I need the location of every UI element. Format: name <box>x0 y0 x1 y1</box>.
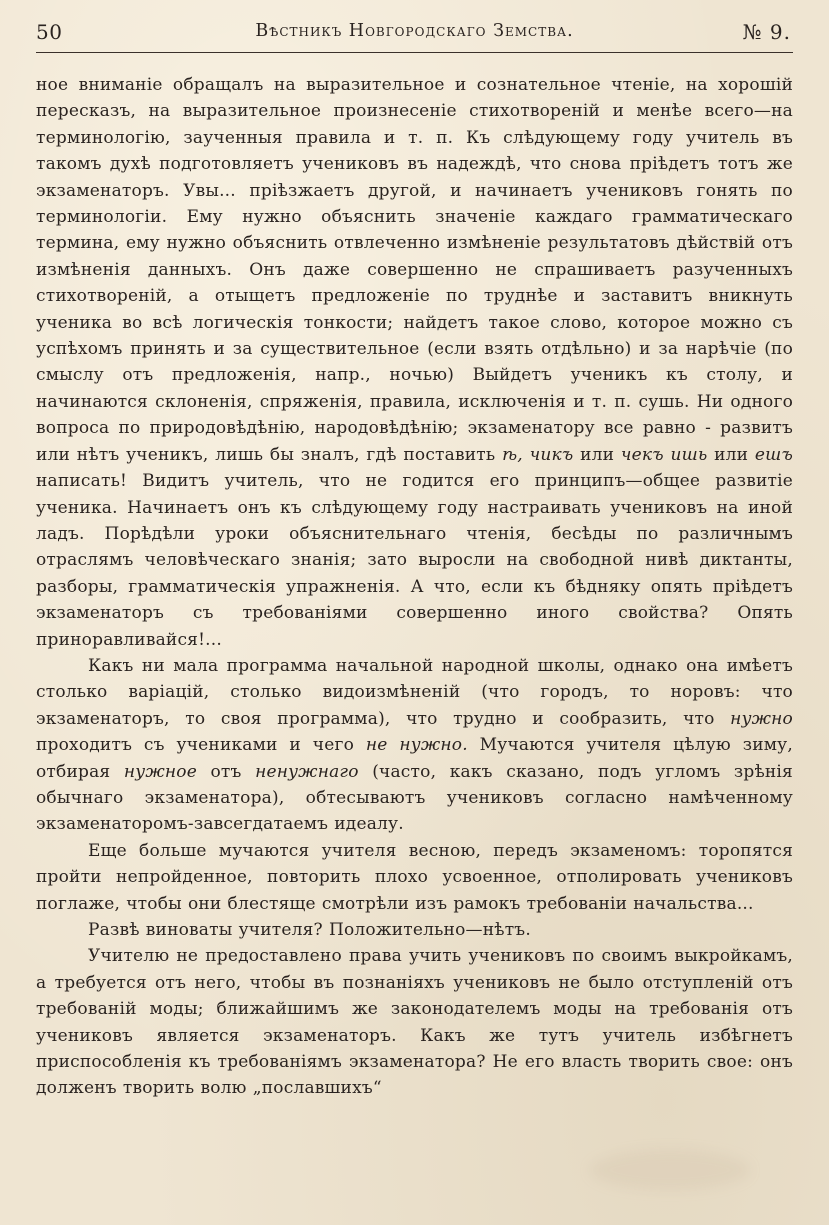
text-run: или <box>707 444 755 465</box>
text-run: написать! Видитъ учитель, что не годится его принципъ—общее развитіе ученика. Начинаетъ онъ къ слѣдующему году настраивать учениковъ на иной ладъ. Порѣдѣли уроки объяснительнаго чтенія, бесѣды по различнымъ отраслямъ человѣческаго знанія; зато выросли на свободной нивѣ диктанты, разборы, грамматическія упражненія. А что, если къ бѣдняку опять пріѣдетъ экзаменаторъ съ требованіями совершенно иного свойства? Опять приноравливайся!... <box>36 471 793 650</box>
issue-number: № 9. <box>742 20 791 44</box>
text-run: Какъ ни мала программа начальной народной школы, однако она имѣетъ столько варіацій, столько видоизмѣненій (что городъ, то норовъ: что экзаменаторъ, то своя программа), что трудно и сообразить, что <box>36 655 793 729</box>
italic-run: ненужнаго <box>255 761 359 782</box>
italic-run: чекъ ишь <box>620 444 708 465</box>
article-body <box>36 72 793 1102</box>
page-number: 50 <box>36 20 63 44</box>
italic-run: не нужно. <box>365 735 468 756</box>
paragraph-2 <box>36 653 793 838</box>
running-header <box>36 18 793 53</box>
paragraph-4: Развѣ виноваты учителя? Положительно—нѣтъ. <box>88 920 531 940</box>
paragraph-3: Еще больше мучаются учителя весною, передъ экзаменомъ: торопятся пройти непройденное, повторить плохо усвоенное, отполировать учениковъ поглаже, чтобы они блестяще смотрѣли изъ рамокъ требованіи начальства... <box>36 840 793 914</box>
text-run: отъ <box>196 761 256 782</box>
italic-run: нужное <box>123 761 197 782</box>
text-run: проходитъ съ учениками и чего <box>36 735 366 756</box>
paragraph-5: Учителю не предоставлено права учить учениковъ по своимъ выкройкамъ, а требуется отъ него, чтобы въ познаніяхъ учениковъ не было отступленій отъ требованій моды; ближайшимъ же законодателемъ моды на требованія отъ учениковъ является экзаменаторъ. Какъ же тутъ учитель избѣгнетъ приспособленія къ требованіямъ экзаменатора? Не его власть творить свое: онъ долженъ творить волю „пославшихъ“ <box>36 946 793 1099</box>
paper-stain <box>590 1150 750 1190</box>
italic-run: ѣ, чикъ <box>502 444 574 465</box>
text-run: (часто, какъ сказано, подъ угломъ зрѣнія обычнаго экзаменатора), обтесываютъ учениковъ согласно намѣченному экзаменаторомъ-завсегдатаемъ идеалу. <box>36 761 793 835</box>
text-run: ное вниманіе обращалъ на выразительное и сознательное чтеніе, на хорошій пересказъ, на выразительное произнесеніе стихотвореній и менѣе всего—на терминологію, заученныя правила и т. п. Къ слѣдующему году учитель въ такомъ духѣ подготовляетъ учениковъ въ надеждѣ, что снова пріѣдетъ тотъ же экзаменаторъ. Увы... пріѣзжаетъ другой, и начинаетъ учениковъ гонять по терминологіи. Ему нужно объяснить значеніе каждаго грамматическаго термина, ему нужно объяснить отвлеченно измѣненіе результатовъ дѣйствій отъ измѣненія данныхъ. Онъ даже совершенно не спрашиваетъ разученныхъ стихотвореній, а отыщетъ предложеніе по труднѣе и заставитъ вникнуть ученика во всѣ логическія тонкости; найдетъ такое слово, которое можно съ успѣхомъ принять и за существительное (если взять отдѣльно) и за нарѣчіе (по смыслу отъ предложенія, напр., ночью) Выйдетъ ученикъ къ столу, и начинаются склоненія, спряженія, правила, исключенія и т. п. сушь. Ни одного вопроса по природовѣдѣнію, народовѣдѣнію; экзаменатору все равно - развитъ или нѣтъ ученикъ, лишь бы зналъ, гдѣ поставить <box>36 75 793 465</box>
journal-title: Вѣстникъ Новгородскаго Земства. <box>255 21 574 41</box>
paragraph-1 <box>36 72 793 653</box>
text-run: Мучаются учителя цѣлую зиму, отбирая <box>36 735 793 782</box>
italic-run: ешъ <box>754 444 794 465</box>
text-run: или <box>573 444 621 465</box>
italic-run: нужно <box>730 708 793 729</box>
